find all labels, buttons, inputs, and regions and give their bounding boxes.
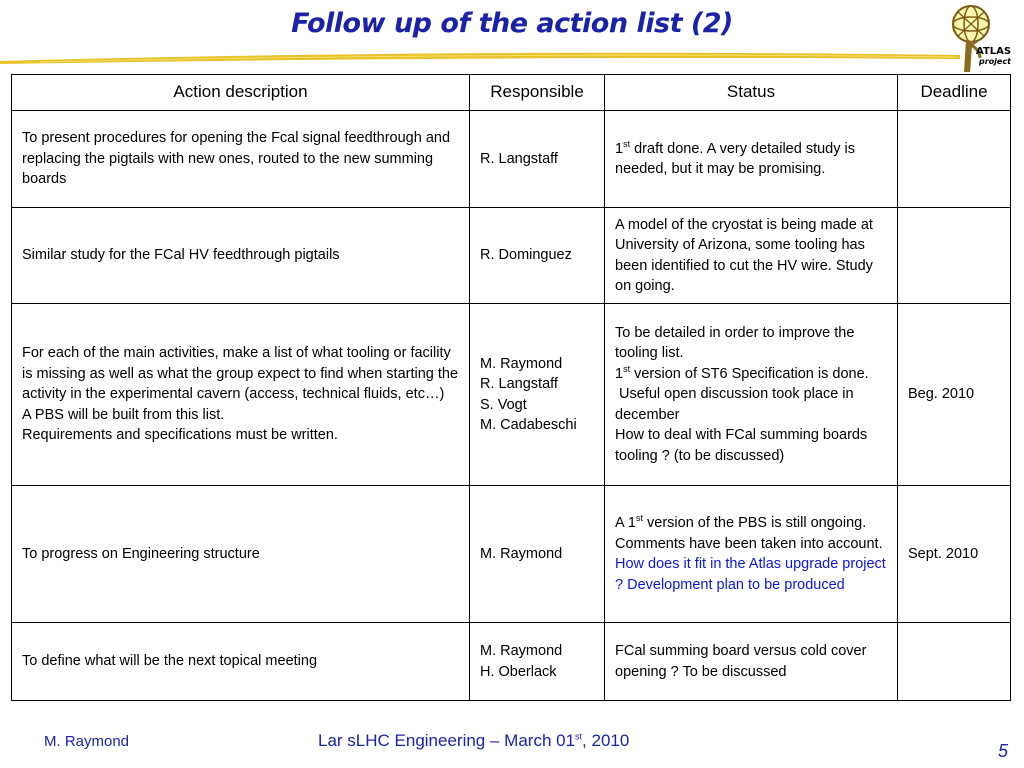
deadline-cell <box>898 623 1011 701</box>
action-line: Requirements and specifications must be written. <box>22 427 338 444</box>
responsible-name: M. Raymond <box>480 545 563 562</box>
action-line: A PBS will be built from this list. <box>22 406 225 423</box>
status-ordinal: 1 <box>615 140 624 157</box>
status-ordinal: 1 <box>615 365 624 382</box>
action-table <box>11 74 1011 701</box>
responsible-name: R. Dominguez <box>480 247 572 264</box>
page-number: 5 <box>998 741 1009 761</box>
slide-title: Follow up of the action list (2) <box>291 8 733 39</box>
responsible-cell <box>470 304 605 486</box>
table-row <box>12 304 1011 486</box>
responsible-name: R. Langstaff <box>480 376 558 392</box>
header-status: Status <box>605 75 898 111</box>
header-action-description: Action description <box>12 75 470 111</box>
responsible-name: H. Oberlack <box>480 663 557 680</box>
table-header-row <box>12 75 1011 111</box>
status-cell <box>605 486 898 623</box>
status-line: Useful open discussion took place in december <box>615 386 858 423</box>
responsible-name: M. Raymond <box>480 643 563 659</box>
status-text: draft done. A very detailed study is needed, but it may be promising. <box>615 140 855 177</box>
header-deadline: Deadline <box>898 75 1011 111</box>
action-cell: To progress on Engineering structure <box>12 486 470 623</box>
table-row <box>12 208 1011 304</box>
footer-event-superscript: st <box>575 731 583 742</box>
footer-event-text: Lar sLHC Engineering – March 01 <box>318 731 576 750</box>
status-line: How to deal with FCal summing boards tooling ? (to be discussed) <box>615 427 868 464</box>
gold-swoosh-divider <box>0 46 960 70</box>
deadline-cell <box>898 111 1011 208</box>
header-responsible: Responsible <box>470 75 605 111</box>
status-highlight-text: How does it fit in the Atlas upgrade project ? Development plan to be produced <box>615 556 886 593</box>
responsible-cell <box>470 486 605 623</box>
responsible-name: M. Raymond <box>480 355 563 372</box>
action-cell: To define what will be the next topical meeting <box>12 623 470 701</box>
status-cell: A model of the cryostat is being made at University of Arizona, some tooling has been identified to cut the HV wire. Study on going. <box>605 208 898 304</box>
status-superscript: st <box>623 363 631 374</box>
footer-event <box>318 731 629 751</box>
footer-author: M. Raymond <box>44 733 130 750</box>
table-row <box>12 486 1011 623</box>
responsible-name: R. Langstaff <box>480 150 558 167</box>
status-text: A 1 <box>615 515 636 531</box>
logo-label-project: project <box>979 57 1011 66</box>
responsible-cell <box>470 208 605 304</box>
status-text: version of ST6 Specification is done. <box>630 365 869 382</box>
logo-label-atlas: ATLAS <box>976 46 1012 57</box>
deadline-cell: Beg. 2010 <box>898 304 1011 486</box>
status-superscript: st <box>635 513 643 524</box>
status-cell: FCal summing board versus cold cover opening ? To be discussed <box>605 623 898 701</box>
table-row <box>12 111 1011 208</box>
footer-event-year: , 2010 <box>582 731 630 750</box>
action-cell: To present procedures for opening the Fcal signal feedthrough and replacing the pigtails with new ones, routed to the new summing boards <box>12 111 470 208</box>
responsible-cell <box>470 623 605 701</box>
responsible-name: S. Vogt <box>480 396 527 413</box>
table-row <box>12 623 1011 701</box>
status-cell <box>605 111 898 208</box>
action-cell <box>12 304 470 486</box>
responsible-cell <box>470 111 605 208</box>
action-cell: Similar study for the FCal HV feedthrough pigtails <box>12 208 470 304</box>
deadline-cell: Sept. 2010 <box>898 486 1011 623</box>
status-line: To be detailed in order to improve the tooling list. <box>615 324 855 362</box>
action-line: For each of the main activities, make a list of what tooling or facility is missing as well as what the group expect to find when starting the activity in the experimental cavern (access, technical fluids, etc…) <box>22 345 459 403</box>
status-cell <box>605 304 898 486</box>
status-text: version of the PBS is still ongoing. Comments have been taken into account. <box>615 515 883 552</box>
status-superscript: st <box>623 138 631 149</box>
deadline-cell <box>898 208 1011 304</box>
status-line <box>615 364 887 385</box>
responsible-name: M. Cadabeschi <box>480 417 577 433</box>
